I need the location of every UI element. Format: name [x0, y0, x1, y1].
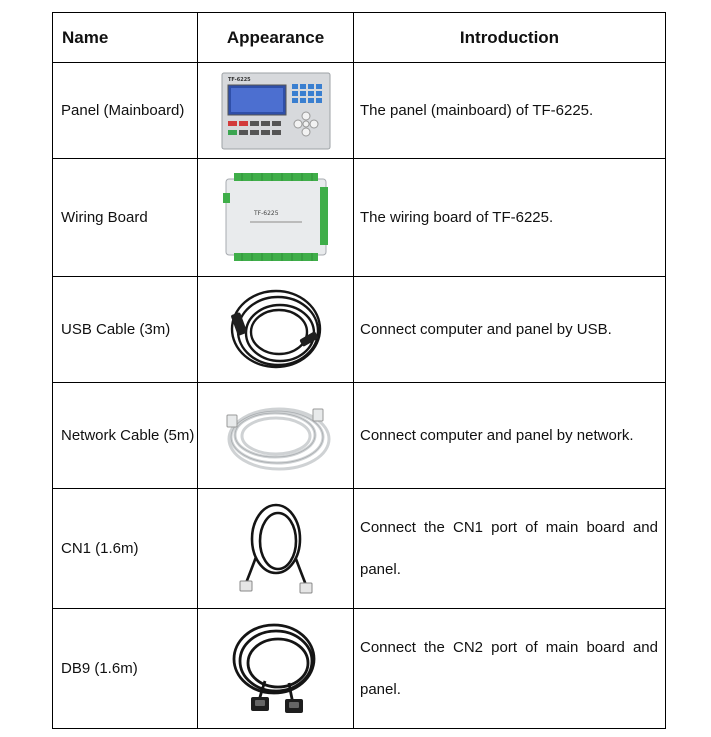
table-row [53, 489, 666, 609]
row-name: Network Cable (5m) [53, 383, 198, 489]
row-appearance [198, 489, 354, 609]
cn1-cable-image [236, 501, 316, 597]
header-appearance: Appearance [198, 13, 354, 63]
row-appearance [198, 159, 354, 277]
header-name: Name [53, 13, 198, 63]
db9-cable-image [231, 621, 321, 717]
header-row [53, 13, 666, 63]
row-name: USB Cable (3m) [53, 277, 198, 383]
row-introduction: Connect computer and panel by network. [354, 383, 666, 489]
wiring-board-image [220, 169, 332, 267]
wiring-board-model-label: TF-6225 [253, 209, 279, 217]
row-name: CN1 (1.6m) [53, 489, 198, 609]
panel-model-label: TF-6225 [227, 76, 251, 83]
row-appearance [198, 383, 354, 489]
row-introduction: The panel (mainboard) of TF-6225. [354, 63, 666, 159]
row-introduction: Connect the CN1 port of main board and panel. [354, 489, 666, 609]
table-row [53, 159, 666, 277]
network-cable-image [221, 399, 331, 473]
usb-cable-image [224, 285, 328, 375]
parts-table [52, 12, 666, 729]
row-introduction: Connect the CN2 port of main board and panel. [354, 609, 666, 729]
row-appearance [198, 609, 354, 729]
table-row [53, 63, 666, 159]
table-row [53, 609, 666, 729]
header-introduction: Introduction [354, 13, 666, 63]
row-name: Wiring Board [53, 159, 198, 277]
panel-mainboard-image [220, 70, 332, 152]
row-introduction: Connect computer and panel by USB. [354, 277, 666, 383]
table-row [53, 277, 666, 383]
row-appearance [198, 63, 354, 159]
row-introduction: The wiring board of TF-6225. [354, 159, 666, 277]
row-name: DB9 (1.6m) [53, 609, 198, 729]
row-appearance [198, 277, 354, 383]
table-row [53, 383, 666, 489]
row-name: Panel (Mainboard) [53, 63, 198, 159]
